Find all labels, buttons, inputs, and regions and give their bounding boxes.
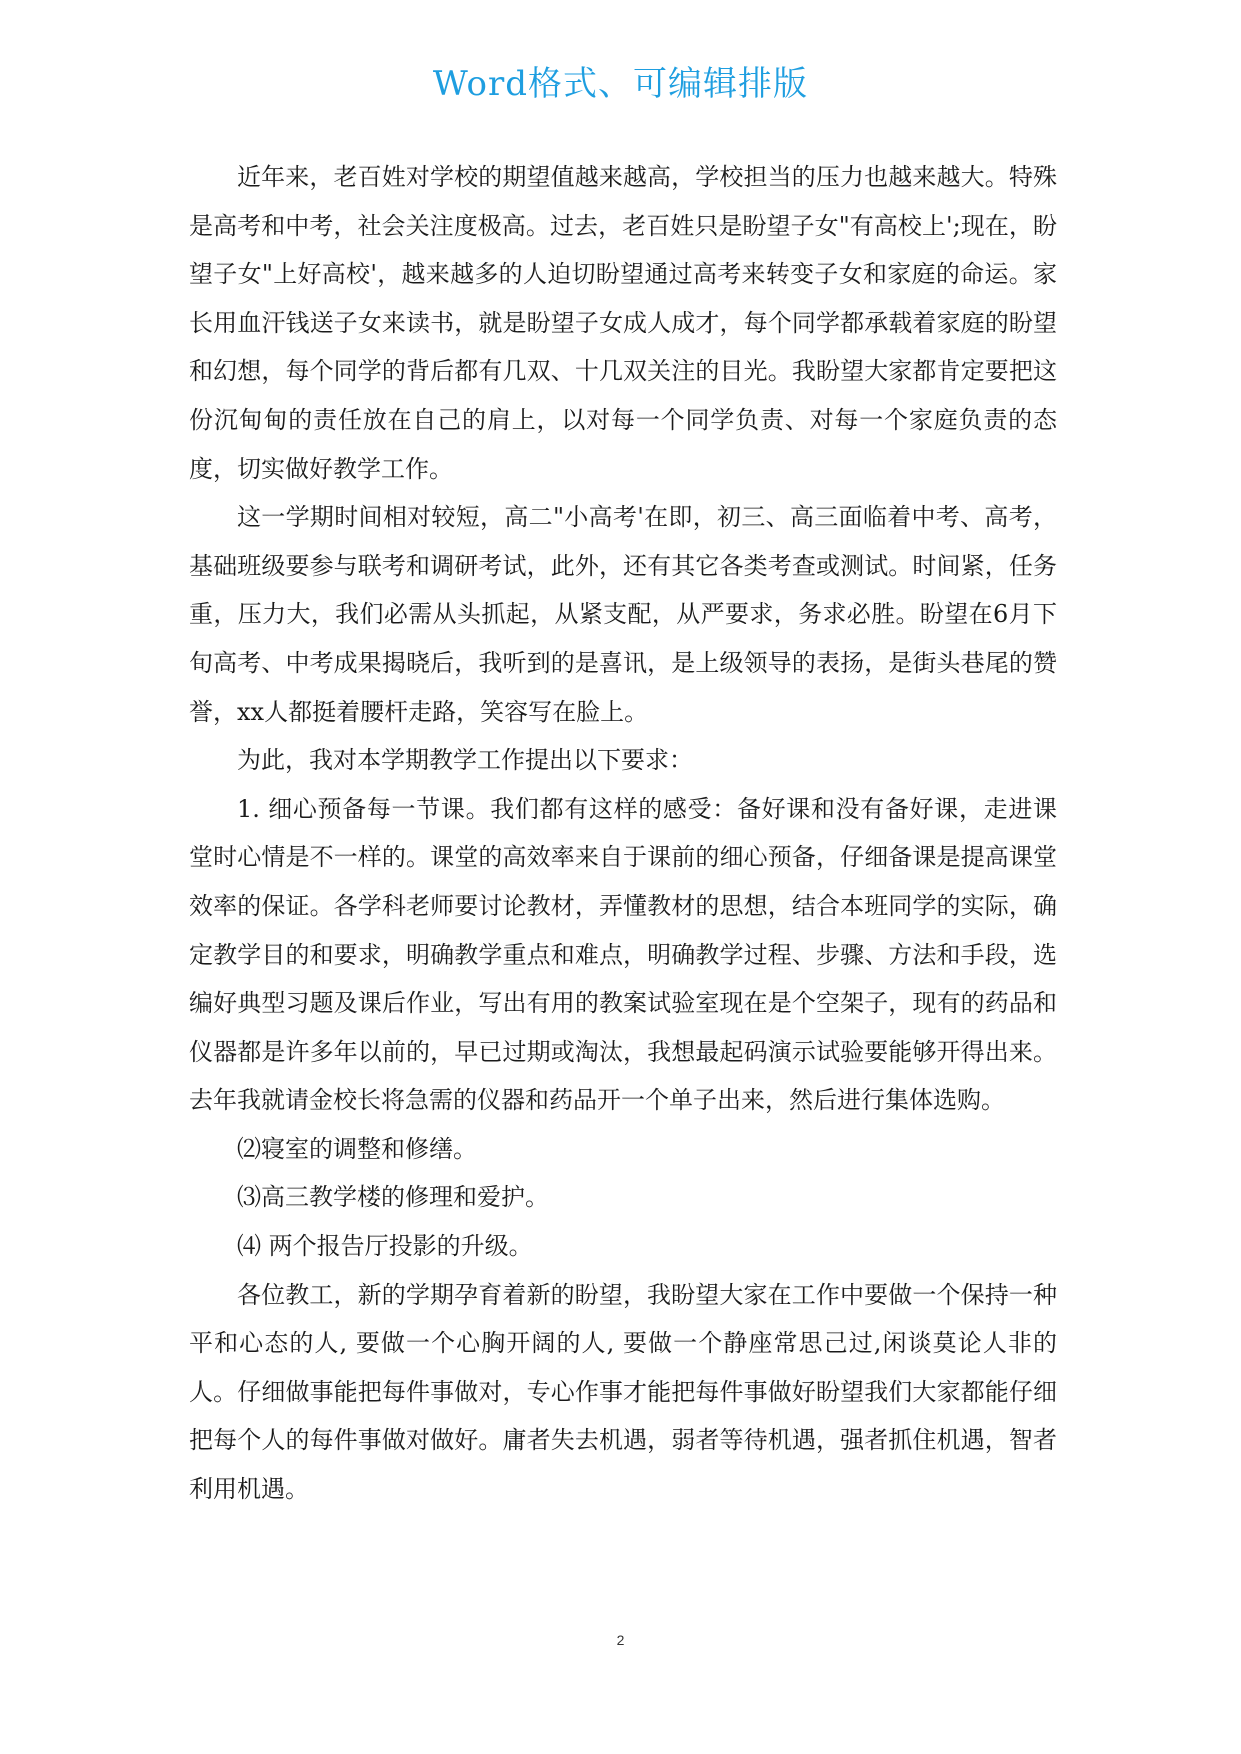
page-number: 2	[616, 1632, 625, 1648]
paragraph-3: 为此，我对本学期教学工作提出以下要求：	[237, 746, 693, 775]
paragraph-1: 近年来，老百姓对学校的期望值越来越高，学校担当的压力也越来越大。特殊是高考和中考，社会关注度极高。过去，老百姓只是盼望子女"有高校上';现在，盼望子女"上好高校'，越来越多的人迫切盼望通过高考来转变子女和家庭的命运。家长用血汗钱送子女来读书，就是盼望子女成人成才，每个同学都承载着家庭的盼望和幻想，每个同学的背后都有几双、十几双关注的目光。我盼望大家都肯定要把这份沉甸甸的责任放在自己的肩上，以对每一个同学负责、对每一个家庭负责的态度，切实做好教学工作。	[189, 163, 1057, 483]
paragraph-6: ⑶高三教学楼的修理和爱护。	[237, 1183, 549, 1212]
paragraph-5: ⑵寝室的调整和修缮。	[237, 1134, 477, 1163]
document-body	[189, 153, 1057, 1514]
header-title: Word格式、可编辑排版	[432, 64, 809, 104]
paragraph-8: 各位教工，新的学期孕育着新的盼望，我盼望大家在工作中要做一个保持一种平和心态的人, 要做一个心胸开阔的人, 要做一个静座常思己过,闲谈莫论人非的人。仔细做事能把每件事做对，专心作事才能把每件事做好盼望我们大家都能仔细把每个人的每件事做对做好。庸者失去机遇，弱者等待机遇，强者抓住机遇，智者利用机遇。	[189, 1280, 1057, 1504]
paragraph-4: 1. 细心预备每一节课。我们都有这样的感受：备好课和没有备好课，走进课堂时心情是不一样的。课堂的高效率来自于课前的细心预备，仔细备课是提高课堂效率的保证。各学科老师要讨论教材，弄懂教材的思想，结合本班同学的实际，确定教学目的和要求，明确教学重点和难点，明确教学过程、步骤、方法和手段，选编好典型习题及课后作业，写出有用的教案试验室现在是个空架子，现有的药品和仪器都是许多年以前的，早已过期或淘汰，我想最起码演示试验要能够开得出来。去年我就请金校长将急需的仪器和药品开一个单子出来，然后进行集体选购。	[189, 794, 1057, 1115]
paragraph-2: 这一学期时间相对较短，高二"小高考'在即，初三、高三面临着中考、高考，基础班级要参与联考和调研考试，此外，还有其它各类考查或测试。时间紧，任务重，压力大，我们必需从头抓起，从紧支配，从严要求，务求必胜。盼望在6月下旬高考、中考成果揭晓后，我听到的是喜讯，是上级领导的表扬，是街头巷尾的赞誉，xx人都挺着腰杆走路，笑容写在脸上。	[189, 503, 1057, 726]
paragraph-7: ⑷ 两个报告厅投影的升级。	[237, 1232, 533, 1261]
